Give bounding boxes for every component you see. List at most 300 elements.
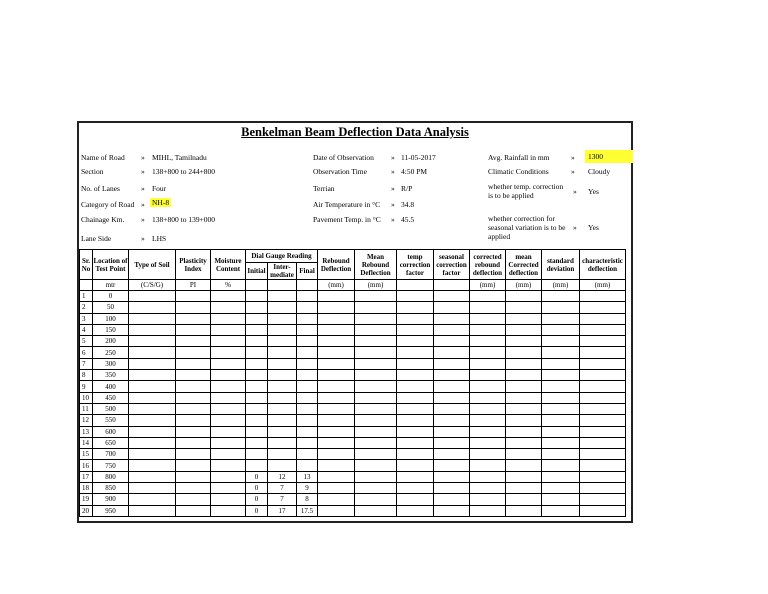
row-characteristic-cell [580, 460, 626, 471]
row-moisture-cell [211, 415, 246, 426]
row-final-cell: 13 [297, 471, 318, 482]
row-moisture-cell [211, 494, 246, 505]
row-intermediate-cell [268, 302, 297, 313]
header-seasonal-correction: seasonal correction factor [434, 250, 470, 280]
header-soil: Type of Soil [129, 250, 176, 280]
table-row [80, 370, 626, 381]
row-moisture-cell [211, 302, 246, 313]
row-temp-cell [397, 403, 434, 414]
row-mean-rebound-cell [355, 291, 397, 302]
row-intermediate-cell: 7 [268, 494, 297, 505]
row-temp-cell [397, 370, 434, 381]
row-corrected-cell [470, 426, 506, 437]
row-final-cell [297, 302, 318, 313]
row-soil-cell [129, 426, 176, 437]
info-label: Air Temperature in °C [313, 200, 381, 209]
row-location-cell: 350 [93, 370, 129, 381]
row-std-cell [542, 449, 580, 460]
info-label: Name of Road [81, 153, 125, 162]
row-location-cell: 500 [93, 403, 129, 414]
info-value: Cloudy [588, 167, 611, 176]
row-soil-cell [129, 370, 176, 381]
header-final: Final [297, 263, 318, 280]
info-value: 45.5 [401, 215, 415, 224]
row-mean-corrected-cell [506, 370, 542, 381]
row-mean-corrected-cell [506, 403, 542, 414]
row-moisture-cell [211, 437, 246, 448]
row-sr-cell: 17 [80, 471, 93, 482]
row-plasticity-cell [176, 324, 211, 335]
row-initial-cell [246, 370, 268, 381]
row-moisture-cell [211, 336, 246, 347]
row-plasticity-cell [176, 336, 211, 347]
row-corrected-cell [470, 437, 506, 448]
row-characteristic-cell [580, 494, 626, 505]
row-intermediate-cell [268, 392, 297, 403]
row-mean-corrected-cell [506, 505, 542, 516]
row-location-cell: 300 [93, 358, 129, 369]
row-std-cell [542, 392, 580, 403]
row-location-cell: 200 [93, 336, 129, 347]
info-sep: » [141, 153, 145, 162]
row-corrected-cell [470, 415, 506, 426]
table-row [80, 291, 626, 302]
row-corrected-cell [470, 313, 506, 324]
row-soil-cell [129, 494, 176, 505]
row-final-cell [297, 291, 318, 302]
row-moisture-cell [211, 291, 246, 302]
info-value: R/P [401, 184, 413, 193]
row-mean-rebound-cell [355, 415, 397, 426]
row-soil-cell [129, 483, 176, 494]
row-mean-rebound-cell [355, 336, 397, 347]
info-sep: » [573, 187, 577, 196]
info-value: 138+800 to 139+000 [152, 215, 216, 224]
row-final-cell [297, 370, 318, 381]
row-rebound-cell [318, 370, 355, 381]
row-std-cell [542, 313, 580, 324]
row-intermediate-cell [268, 370, 297, 381]
row-moisture-cell [211, 460, 246, 471]
row-sr-cell: 16 [80, 460, 93, 471]
row-rebound-cell [318, 347, 355, 358]
row-final-cell [297, 449, 318, 460]
header-mean-rebound: Mean Rebound Deflection [355, 250, 397, 280]
row-corrected-cell [470, 505, 506, 516]
row-soil-cell [129, 415, 176, 426]
row-temp-cell [397, 460, 434, 471]
info-label: Observation Time [313, 167, 367, 176]
header-mean-corrected: mean Corrected deflection [506, 250, 542, 280]
info-value-highlighted [150, 198, 171, 207]
row-characteristic-cell [580, 437, 626, 448]
info-label: Chainage Km. [81, 215, 125, 224]
info-value: Four [152, 184, 167, 193]
row-std-cell [542, 483, 580, 494]
row-rebound-cell [318, 471, 355, 482]
row-final-cell: 17.5 [297, 505, 318, 516]
row-characteristic-cell [580, 381, 626, 392]
row-seasonal-cell [434, 437, 470, 448]
row-std-cell [542, 460, 580, 471]
info-label: No. of Lanes [81, 184, 120, 193]
row-sr-cell: 5 [80, 336, 93, 347]
row-initial-cell [246, 437, 268, 448]
row-sr-cell: 12 [80, 415, 93, 426]
row-std-cell [542, 426, 580, 437]
row-initial-cell: 0 [246, 471, 268, 482]
row-sr-cell: 14 [80, 437, 93, 448]
row-location-cell: 250 [93, 347, 129, 358]
row-corrected-cell [470, 471, 506, 482]
row-mean-rebound-cell [355, 302, 397, 313]
unit-cell [268, 280, 297, 291]
table-row [80, 483, 626, 494]
row-initial-cell [246, 347, 268, 358]
row-intermediate-cell [268, 449, 297, 460]
row-initial-cell [246, 415, 268, 426]
row-soil-cell [129, 313, 176, 324]
row-mean-rebound-cell [355, 313, 397, 324]
row-location-cell: 950 [93, 505, 129, 516]
row-characteristic-cell [580, 403, 626, 414]
table-row [80, 426, 626, 437]
row-characteristic-cell [580, 302, 626, 313]
row-sr-cell: 2 [80, 302, 93, 313]
row-plasticity-cell [176, 505, 211, 516]
row-location-cell: 800 [93, 471, 129, 482]
row-moisture-cell [211, 381, 246, 392]
unit-cell [434, 280, 470, 291]
info-sep: » [571, 167, 575, 176]
row-corrected-cell [470, 291, 506, 302]
row-mean-rebound-cell [355, 392, 397, 403]
info-label: Category of Road [81, 200, 135, 209]
row-sr-cell: 18 [80, 483, 93, 494]
row-intermediate-cell [268, 415, 297, 426]
row-final-cell [297, 313, 318, 324]
row-initial-cell: 0 [246, 483, 268, 494]
header-corrected-rebound: corrected rebound deflection [470, 250, 506, 280]
row-rebound-cell [318, 460, 355, 471]
row-characteristic-cell [580, 347, 626, 358]
row-temp-cell [397, 483, 434, 494]
unit-cell: (mm) [470, 280, 506, 291]
unit-cell [80, 280, 93, 291]
row-initial-cell [246, 358, 268, 369]
header-rebound: Rebound Deflection [318, 250, 355, 280]
unit-cell: % [211, 280, 246, 291]
header-initial: Initial [246, 263, 268, 280]
row-moisture-cell [211, 392, 246, 403]
row-std-cell [542, 437, 580, 448]
row-std-cell [542, 291, 580, 302]
info-value: MIHL, Tamilnadu [152, 153, 207, 162]
row-mean-corrected-cell [506, 381, 542, 392]
row-sr-cell: 19 [80, 494, 93, 505]
row-seasonal-cell [434, 392, 470, 403]
row-corrected-cell [470, 358, 506, 369]
row-intermediate-cell: 12 [268, 471, 297, 482]
table-body [80, 291, 626, 517]
row-soil-cell [129, 347, 176, 358]
row-corrected-cell [470, 336, 506, 347]
row-final-cell [297, 392, 318, 403]
row-plasticity-cell [176, 291, 211, 302]
data-sheet [77, 121, 633, 523]
table-row [80, 358, 626, 369]
row-corrected-cell [470, 370, 506, 381]
row-soil-cell [129, 324, 176, 335]
row-moisture-cell [211, 426, 246, 437]
row-intermediate-cell [268, 291, 297, 302]
row-rebound-cell [318, 291, 355, 302]
sheet-title: Benkelman Beam Deflection Data Analysis [241, 125, 469, 139]
row-moisture-cell [211, 449, 246, 460]
row-location-cell: 100 [93, 313, 129, 324]
table-row [80, 505, 626, 516]
row-std-cell [542, 347, 580, 358]
row-std-cell [542, 302, 580, 313]
row-seasonal-cell [434, 471, 470, 482]
row-rebound-cell [318, 483, 355, 494]
row-rebound-cell [318, 313, 355, 324]
row-plasticity-cell [176, 302, 211, 313]
row-mean-rebound-cell [355, 370, 397, 381]
row-sr-cell: 3 [80, 313, 93, 324]
info-label: Section [81, 167, 104, 176]
row-initial-cell [246, 324, 268, 335]
table-row [80, 336, 626, 347]
table-row [80, 460, 626, 471]
row-mean-rebound-cell [355, 460, 397, 471]
row-characteristic-cell [580, 291, 626, 302]
row-mean-corrected-cell [506, 358, 542, 369]
row-seasonal-cell [434, 313, 470, 324]
row-mean-corrected-cell [506, 483, 542, 494]
row-plasticity-cell [176, 460, 211, 471]
info-sep: » [391, 215, 395, 224]
row-rebound-cell [318, 403, 355, 414]
unit-cell [246, 280, 268, 291]
row-seasonal-cell [434, 347, 470, 358]
info-sep: » [391, 200, 395, 209]
info-label: whether correction for seasonal variation is to be applied [488, 214, 566, 241]
row-soil-cell [129, 437, 176, 448]
row-location-cell: 750 [93, 460, 129, 471]
row-final-cell [297, 437, 318, 448]
row-seasonal-cell [434, 460, 470, 471]
row-mean-corrected-cell [506, 392, 542, 403]
row-moisture-cell [211, 370, 246, 381]
row-mean-corrected-cell [506, 437, 542, 448]
row-sr-cell: 15 [80, 449, 93, 460]
row-plasticity-cell [176, 483, 211, 494]
info-label: whether temp. correction is to be applied [488, 182, 564, 200]
row-mean-corrected-cell [506, 426, 542, 437]
row-temp-cell [397, 415, 434, 426]
row-intermediate-cell [268, 324, 297, 335]
row-intermediate-cell [268, 426, 297, 437]
info-sep: » [573, 223, 577, 232]
row-corrected-cell [470, 494, 506, 505]
row-mean-rebound-cell [355, 403, 397, 414]
row-location-cell: 650 [93, 437, 129, 448]
row-initial-cell [246, 313, 268, 324]
row-mean-rebound-cell [355, 449, 397, 460]
row-soil-cell [129, 336, 176, 347]
row-initial-cell [246, 403, 268, 414]
row-final-cell [297, 415, 318, 426]
info-value: 11-05-2017 [401, 153, 436, 162]
row-location-cell: 900 [93, 494, 129, 505]
row-soil-cell [129, 471, 176, 482]
table-row [80, 392, 626, 403]
header-moisture: Moisture Content [211, 250, 246, 280]
row-rebound-cell [318, 415, 355, 426]
row-mean-rebound-cell [355, 358, 397, 369]
row-location-cell: 700 [93, 449, 129, 460]
table-row [80, 437, 626, 448]
row-characteristic-cell [580, 370, 626, 381]
info-sep: » [141, 234, 145, 243]
row-intermediate-cell [268, 403, 297, 414]
row-corrected-cell [470, 483, 506, 494]
row-mean-corrected-cell [506, 460, 542, 471]
row-plasticity-cell [176, 358, 211, 369]
row-mean-corrected-cell [506, 302, 542, 313]
row-temp-cell [397, 313, 434, 324]
unit-cell: (mm) [542, 280, 580, 291]
table-row [80, 449, 626, 460]
row-seasonal-cell [434, 449, 470, 460]
row-initial-cell [246, 302, 268, 313]
row-temp-cell [397, 336, 434, 347]
row-moisture-cell [211, 313, 246, 324]
row-temp-cell [397, 494, 434, 505]
row-mean-rebound-cell [355, 381, 397, 392]
header-std-deviation: standard deviation [542, 250, 580, 280]
row-mean-rebound-cell [355, 426, 397, 437]
row-plasticity-cell [176, 437, 211, 448]
row-sr-cell: 13 [80, 426, 93, 437]
row-moisture-cell [211, 347, 246, 358]
unit-cell: (mm) [580, 280, 626, 291]
row-moisture-cell [211, 505, 246, 516]
row-initial-cell [246, 449, 268, 460]
row-corrected-cell [470, 392, 506, 403]
header-intermediate: Inter-mediate [268, 263, 297, 280]
row-intermediate-cell [268, 437, 297, 448]
info-value: 4:50 PM [401, 167, 428, 176]
info-value: Yes [588, 223, 599, 232]
row-final-cell [297, 460, 318, 471]
row-seasonal-cell [434, 291, 470, 302]
row-location-cell: 150 [93, 324, 129, 335]
row-plasticity-cell [176, 347, 211, 358]
row-moisture-cell [211, 403, 246, 414]
row-mean-rebound-cell [355, 505, 397, 516]
row-sr-cell: 10 [80, 392, 93, 403]
row-sr-cell: 4 [80, 324, 93, 335]
row-seasonal-cell [434, 358, 470, 369]
header-plasticity: Plasticity Index [176, 250, 211, 280]
row-characteristic-cell [580, 471, 626, 482]
row-rebound-cell [318, 437, 355, 448]
row-mean-rebound-cell [355, 347, 397, 358]
row-rebound-cell [318, 302, 355, 313]
row-std-cell [542, 324, 580, 335]
row-seasonal-cell [434, 324, 470, 335]
row-std-cell [542, 336, 580, 347]
row-corrected-cell [470, 403, 506, 414]
row-soil-cell [129, 291, 176, 302]
row-intermediate-cell [268, 381, 297, 392]
row-std-cell [542, 494, 580, 505]
row-mean-corrected-cell [506, 291, 542, 302]
row-moisture-cell [211, 324, 246, 335]
row-plasticity-cell [176, 415, 211, 426]
row-location-cell: 550 [93, 415, 129, 426]
row-plasticity-cell [176, 449, 211, 460]
row-seasonal-cell [434, 483, 470, 494]
row-characteristic-cell [580, 415, 626, 426]
row-mean-corrected-cell [506, 313, 542, 324]
row-temp-cell [397, 302, 434, 313]
row-std-cell [542, 505, 580, 516]
row-location-cell: 400 [93, 381, 129, 392]
row-mean-rebound-cell [355, 494, 397, 505]
row-corrected-cell [470, 302, 506, 313]
row-seasonal-cell [434, 302, 470, 313]
row-intermediate-cell: 17 [268, 505, 297, 516]
table-row [80, 415, 626, 426]
info-value: 138+800 to 244+800 [152, 167, 216, 176]
row-mean-corrected-cell [506, 415, 542, 426]
row-sr-cell: 11 [80, 403, 93, 414]
row-soil-cell [129, 505, 176, 516]
table-row [80, 471, 626, 482]
row-initial-cell: 0 [246, 505, 268, 516]
row-corrected-cell [470, 324, 506, 335]
row-corrected-cell [470, 381, 506, 392]
info-label: Terrian [313, 184, 335, 193]
row-location-cell: 450 [93, 392, 129, 403]
info-label: Climatic Conditions [488, 167, 549, 176]
row-sr-cell: 7 [80, 358, 93, 369]
row-final-cell [297, 358, 318, 369]
header-temp-correction: temp correction factor [397, 250, 434, 280]
info-sep: » [391, 167, 395, 176]
row-std-cell [542, 381, 580, 392]
row-plasticity-cell [176, 313, 211, 324]
row-mean-rebound-cell [355, 437, 397, 448]
row-soil-cell [129, 403, 176, 414]
row-initial-cell: 0 [246, 494, 268, 505]
row-characteristic-cell [580, 358, 626, 369]
row-std-cell [542, 471, 580, 482]
row-corrected-cell [470, 449, 506, 460]
row-seasonal-cell [434, 505, 470, 516]
row-characteristic-cell [580, 392, 626, 403]
info-sep: » [391, 184, 395, 193]
row-seasonal-cell [434, 370, 470, 381]
row-final-cell [297, 336, 318, 347]
row-mean-corrected-cell [506, 336, 542, 347]
unit-cell [397, 280, 434, 291]
row-rebound-cell [318, 449, 355, 460]
row-intermediate-cell [268, 313, 297, 324]
